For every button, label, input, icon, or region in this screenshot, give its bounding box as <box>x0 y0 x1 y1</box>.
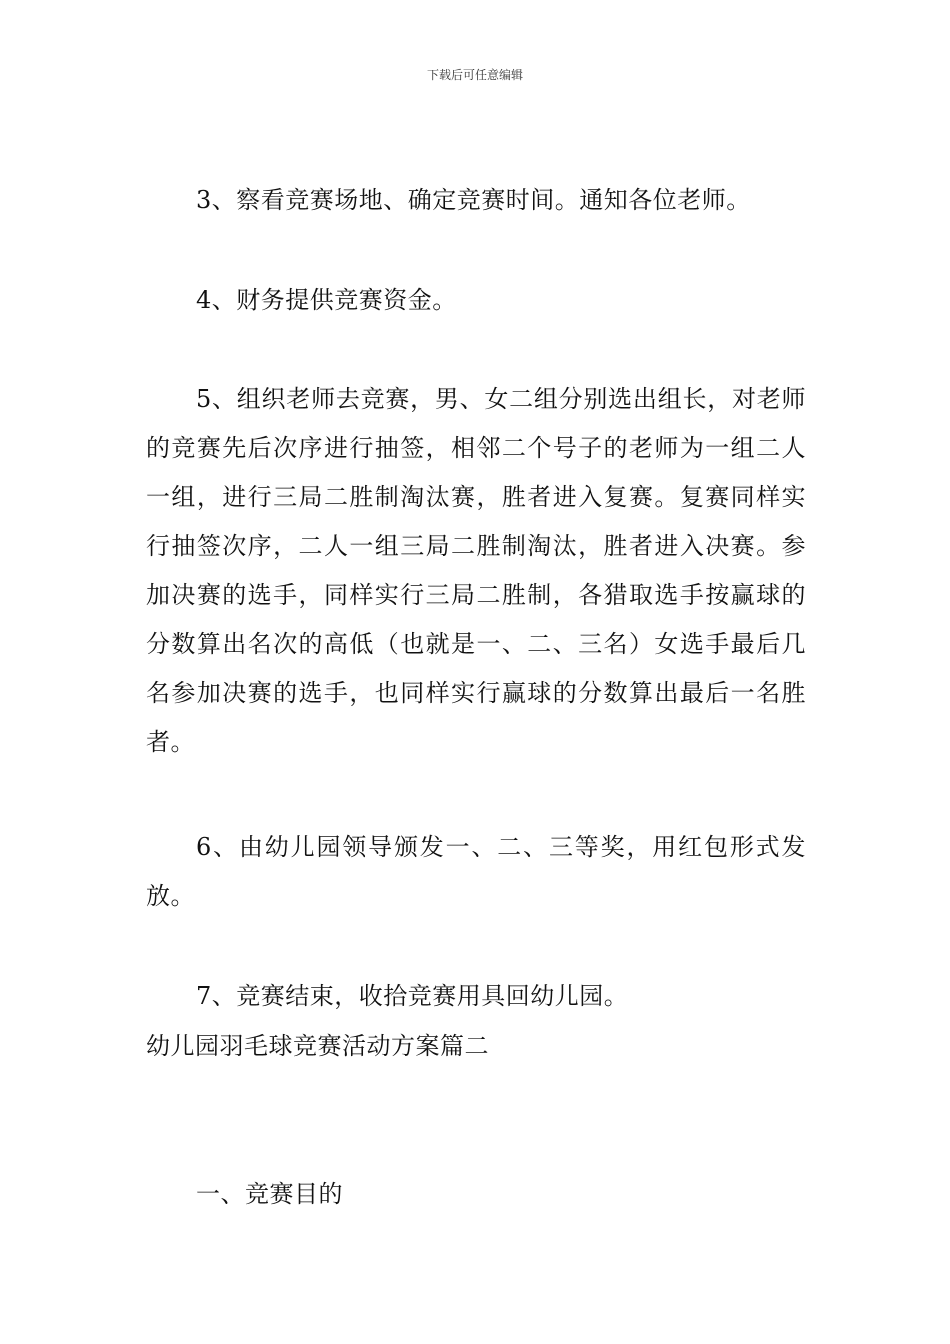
paragraph-item-6: 6、由幼儿园领导颁发一、二、三等奖，用红包形式发放。 <box>146 833 806 910</box>
section-title: 幼儿园羽毛球竞赛活动方案篇二 <box>146 1032 489 1060</box>
paragraph-item-4: 4、财务提供竞赛资金。 <box>196 286 457 314</box>
page-header-note: 下载后可任意编辑 <box>426 68 523 82</box>
paragraph-item-5: 5、组织老师去竞赛，男、女二组分别选出组长，对老师的竞赛先后次序进行抽签，相邻二个号子的老师为一组二人一组，进行三局二胜制淘汰赛，胜者进入复赛。复赛同样实行抽签次序，二人一组三局二胜制淘汰，胜者进入决赛。参加决赛的选手，同样实行三局二胜制，各猎取选手按赢球的分数算出名次的高低（也就是一、二、三名）女选手最后几名参加决赛的选手，也同样实行赢球的分数算出最后一名胜者。 <box>146 385 806 756</box>
paragraph-item-3: 3、察看竞赛场地、确定竞赛时间。通知各位老师。 <box>196 186 751 214</box>
heading-competition-purpose: 一、竞赛目的 <box>196 1180 343 1208</box>
paragraph-item-7: 7、竞赛结束，收拾竞赛用具回幼儿园。 <box>196 982 629 1010</box>
